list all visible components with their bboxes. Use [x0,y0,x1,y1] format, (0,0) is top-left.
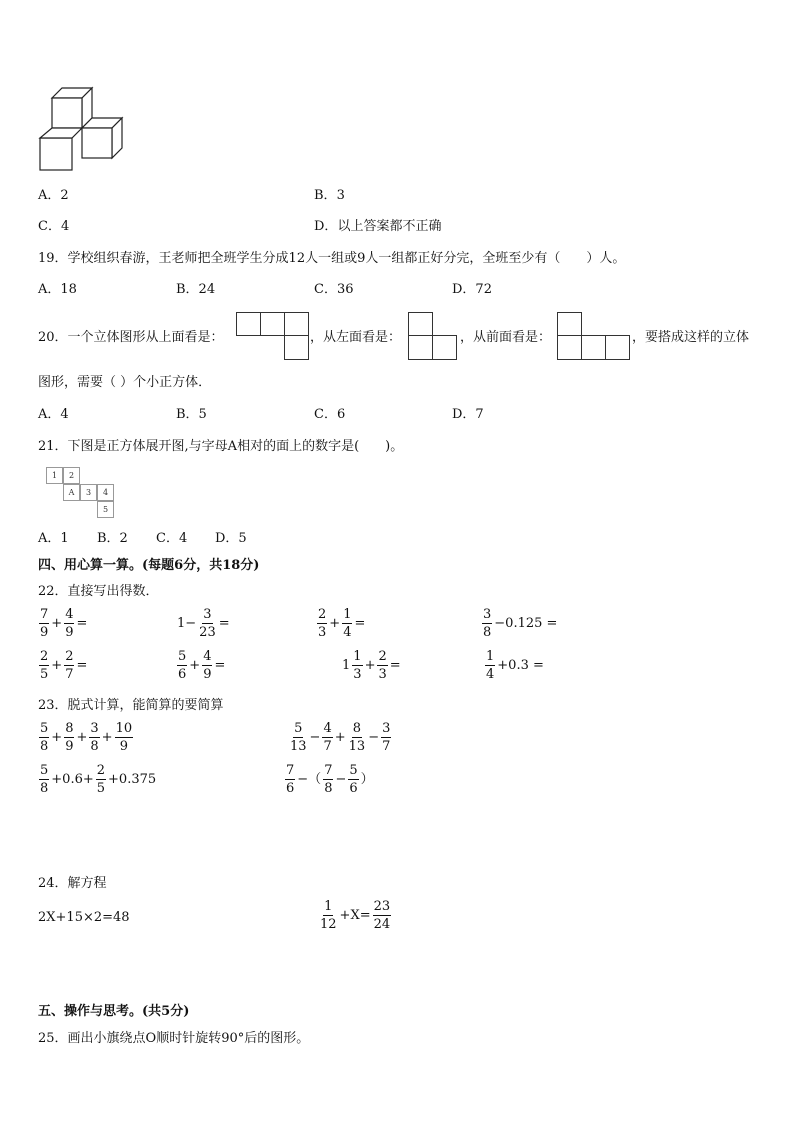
denominator: 8 [40,781,49,796]
net-face: A [63,484,80,501]
q25-text: 25．画出小旗绕点O顺时针旋转90°后的图形。 [38,1031,310,1046]
fraction [198,608,217,639]
q24-equation-1: 2X+15×2=48 [38,910,130,925]
q22-expression-7 [341,650,402,681]
operator: 1− [177,616,197,631]
denominator: 9 [65,739,74,754]
numerator: 5 [349,763,358,778]
numerator: 4 [203,649,212,664]
fraction [202,650,212,681]
q21-option-b: B．2 [97,531,128,546]
option-key: A． [38,188,61,203]
operator: + [329,616,341,631]
q19-text: 19．学校组织春游，王老师把全班学生分成12人一组或9人一组都正好分完，全班至少有（ ）人。 [38,251,626,266]
fraction [177,650,187,681]
q18-option-d [314,220,441,233]
operator: = [218,616,230,631]
numerator: 2 [65,649,74,664]
q23-expression-2 [288,722,392,753]
denominator: 9 [203,667,212,682]
numerator: 3 [483,607,492,622]
denominator: 7 [65,667,74,682]
fraction [39,650,49,681]
denominator: 6 [178,667,187,682]
numerator: 4 [323,721,332,736]
net-face: 2 [63,467,80,484]
option-key: B． [314,188,337,203]
q21-option-c: C．4 [156,531,188,546]
operator: = [76,658,88,673]
denominator: 13 [290,739,307,754]
q22-expression-6 [176,650,226,681]
operator: +0.3 = [497,658,544,673]
q20-text-line2: 图形，需要（ ）个小正方体． [38,375,212,390]
denominator: 9 [40,625,49,640]
option-text: 3 [336,188,345,203]
operator: −（ [297,772,322,787]
numerator: 10 [115,721,133,736]
fraction [352,650,362,681]
q23-expression-3 [38,764,157,795]
fraction [319,900,338,931]
denominator: 13 [348,739,366,754]
numerator: 1 [343,607,352,622]
fraction [323,764,333,795]
q22-text: 22．直接写出得数． [38,584,159,599]
numerator: 1 [353,649,362,664]
numerator: 7 [40,607,49,622]
denominator: 6 [286,781,295,796]
q19-option-a: A．18 [38,282,77,297]
operator: − [309,730,321,745]
operator: + [51,658,63,673]
denominator: 4 [486,667,495,682]
operator: = [214,658,226,673]
numerator: 3 [90,721,99,736]
q23-text: 23．脱式计算，能简算的要简算 [38,698,224,713]
operator: 1 [342,658,351,673]
numerator: 4 [65,607,74,622]
q20-text-part2: ，从左面看是： [310,330,402,345]
fraction [348,722,367,753]
fraction [289,722,308,753]
denominator: 4 [343,625,352,640]
q18-option-b [314,189,345,202]
q19-option-d: D．72 [452,282,492,297]
option-text: 2 [60,188,69,203]
section4-title: 四、用心算一算。(每题6分，共18分) [38,558,260,573]
operator: +0.6+ [51,772,94,787]
denominator: 9 [65,625,74,640]
q20-option-d: D．7 [452,407,484,422]
operator: = [354,616,366,631]
operator: = [76,616,88,631]
fraction [317,608,327,639]
operator: + [189,658,201,673]
numerator: 2 [378,649,387,664]
q23-expression-4 [284,764,375,795]
fraction [322,722,332,753]
q24-text: 24．解方程 [38,876,107,891]
numerator: 3 [203,607,212,622]
numerator: 1 [486,649,495,664]
fraction [39,608,49,639]
fraction [381,722,391,753]
denominator: 7 [382,739,391,754]
denominator: 7 [323,739,332,754]
numerator: 7 [286,763,295,778]
net-face: 5 [97,501,114,518]
numerator: 2 [40,649,49,664]
section5-title: 五、操作与思考。(共5分) [38,1004,190,1019]
denominator: 3 [318,625,327,640]
denominator: 8 [90,739,99,754]
q18-option-c [38,220,69,233]
denominator: 6 [349,781,358,796]
q22-expression-8 [484,650,545,681]
fraction [482,608,492,639]
denominator: 9 [119,739,128,754]
q20-text-part4: ，要搭成这样的立体 [632,330,750,345]
q20-text-part3: ，从前面看是： [460,330,552,345]
fraction [64,722,74,753]
net-face: 3 [80,484,97,501]
q22-expression-4 [481,608,558,639]
operator: + [334,730,346,745]
denominator: 8 [324,781,333,796]
denominator: 5 [96,781,106,796]
operator: ） [360,772,374,787]
q19-option-b: B．24 [176,282,216,297]
fraction [115,722,134,753]
q19-option-c: C．36 [314,282,354,297]
numerator: 2 [96,763,106,778]
numerator: 3 [382,721,391,736]
q24-equation-2 [318,900,392,931]
q22-expression-5 [38,650,88,681]
numerator: 23 [373,899,391,914]
operator: = [389,658,401,673]
operator: − [335,772,347,787]
operator: + [364,658,376,673]
operator: −0.125 = [494,616,558,631]
option-text: 以上答案都不正确 [337,219,442,234]
numerator: 5 [294,721,303,736]
denominator: 8 [40,739,49,754]
option-text: 4 [60,219,70,234]
q21-text: 21．下图是正方体展开图,与字母A相对的面上的数字是( )。 [38,439,404,454]
fraction [348,764,358,795]
q21-option-d: D．5 [215,531,247,546]
q21-option-a: A．1 [38,531,69,546]
numerator: 5 [40,721,49,736]
operator: +0.375 [108,772,157,787]
q22-expression-1 [38,608,88,639]
operator: + [51,730,63,745]
numerator: 8 [352,721,362,736]
fraction [285,764,295,795]
denominator: 3 [353,667,362,682]
cube-stack-figure [38,86,128,172]
numerator: 2 [318,607,327,622]
net-face: 4 [97,484,114,501]
fraction [64,650,74,681]
numerator: 1 [324,899,333,914]
numerator: 7 [324,763,333,778]
fraction [39,764,49,795]
denominator: 8 [483,625,492,640]
denominator: 23 [199,625,216,640]
option-key: D． [314,219,338,234]
q20-option-a: A．4 [38,407,69,422]
fraction [96,764,106,795]
numerator: 5 [178,649,187,664]
operator: + [76,730,88,745]
option-key: C． [38,219,61,234]
q23-expression-1 [38,722,134,753]
q20-option-b: B．5 [176,407,207,422]
q20-text-part1: 20．一个立体图形从上面看是： [38,330,224,345]
q18-option-a [38,189,69,202]
q20-option-c: C．6 [314,407,346,422]
fraction [342,608,352,639]
denominator: 12 [320,917,337,932]
q22-expression-2 [176,608,231,639]
denominator: 3 [378,667,387,682]
q22-expression-3 [316,608,366,639]
denominator: 5 [40,667,49,682]
operator: + [51,616,63,631]
fraction [89,722,99,753]
numerator: 5 [40,763,49,778]
fraction [373,900,392,931]
operator: +X= [339,908,371,923]
numerator: 8 [65,721,74,736]
fraction [485,650,495,681]
operator: − [368,730,380,745]
operator: + [101,730,113,745]
fraction [39,722,49,753]
denominator: 24 [373,917,391,932]
net-face: 1 [46,467,63,484]
fraction [64,608,74,639]
fraction [377,650,387,681]
